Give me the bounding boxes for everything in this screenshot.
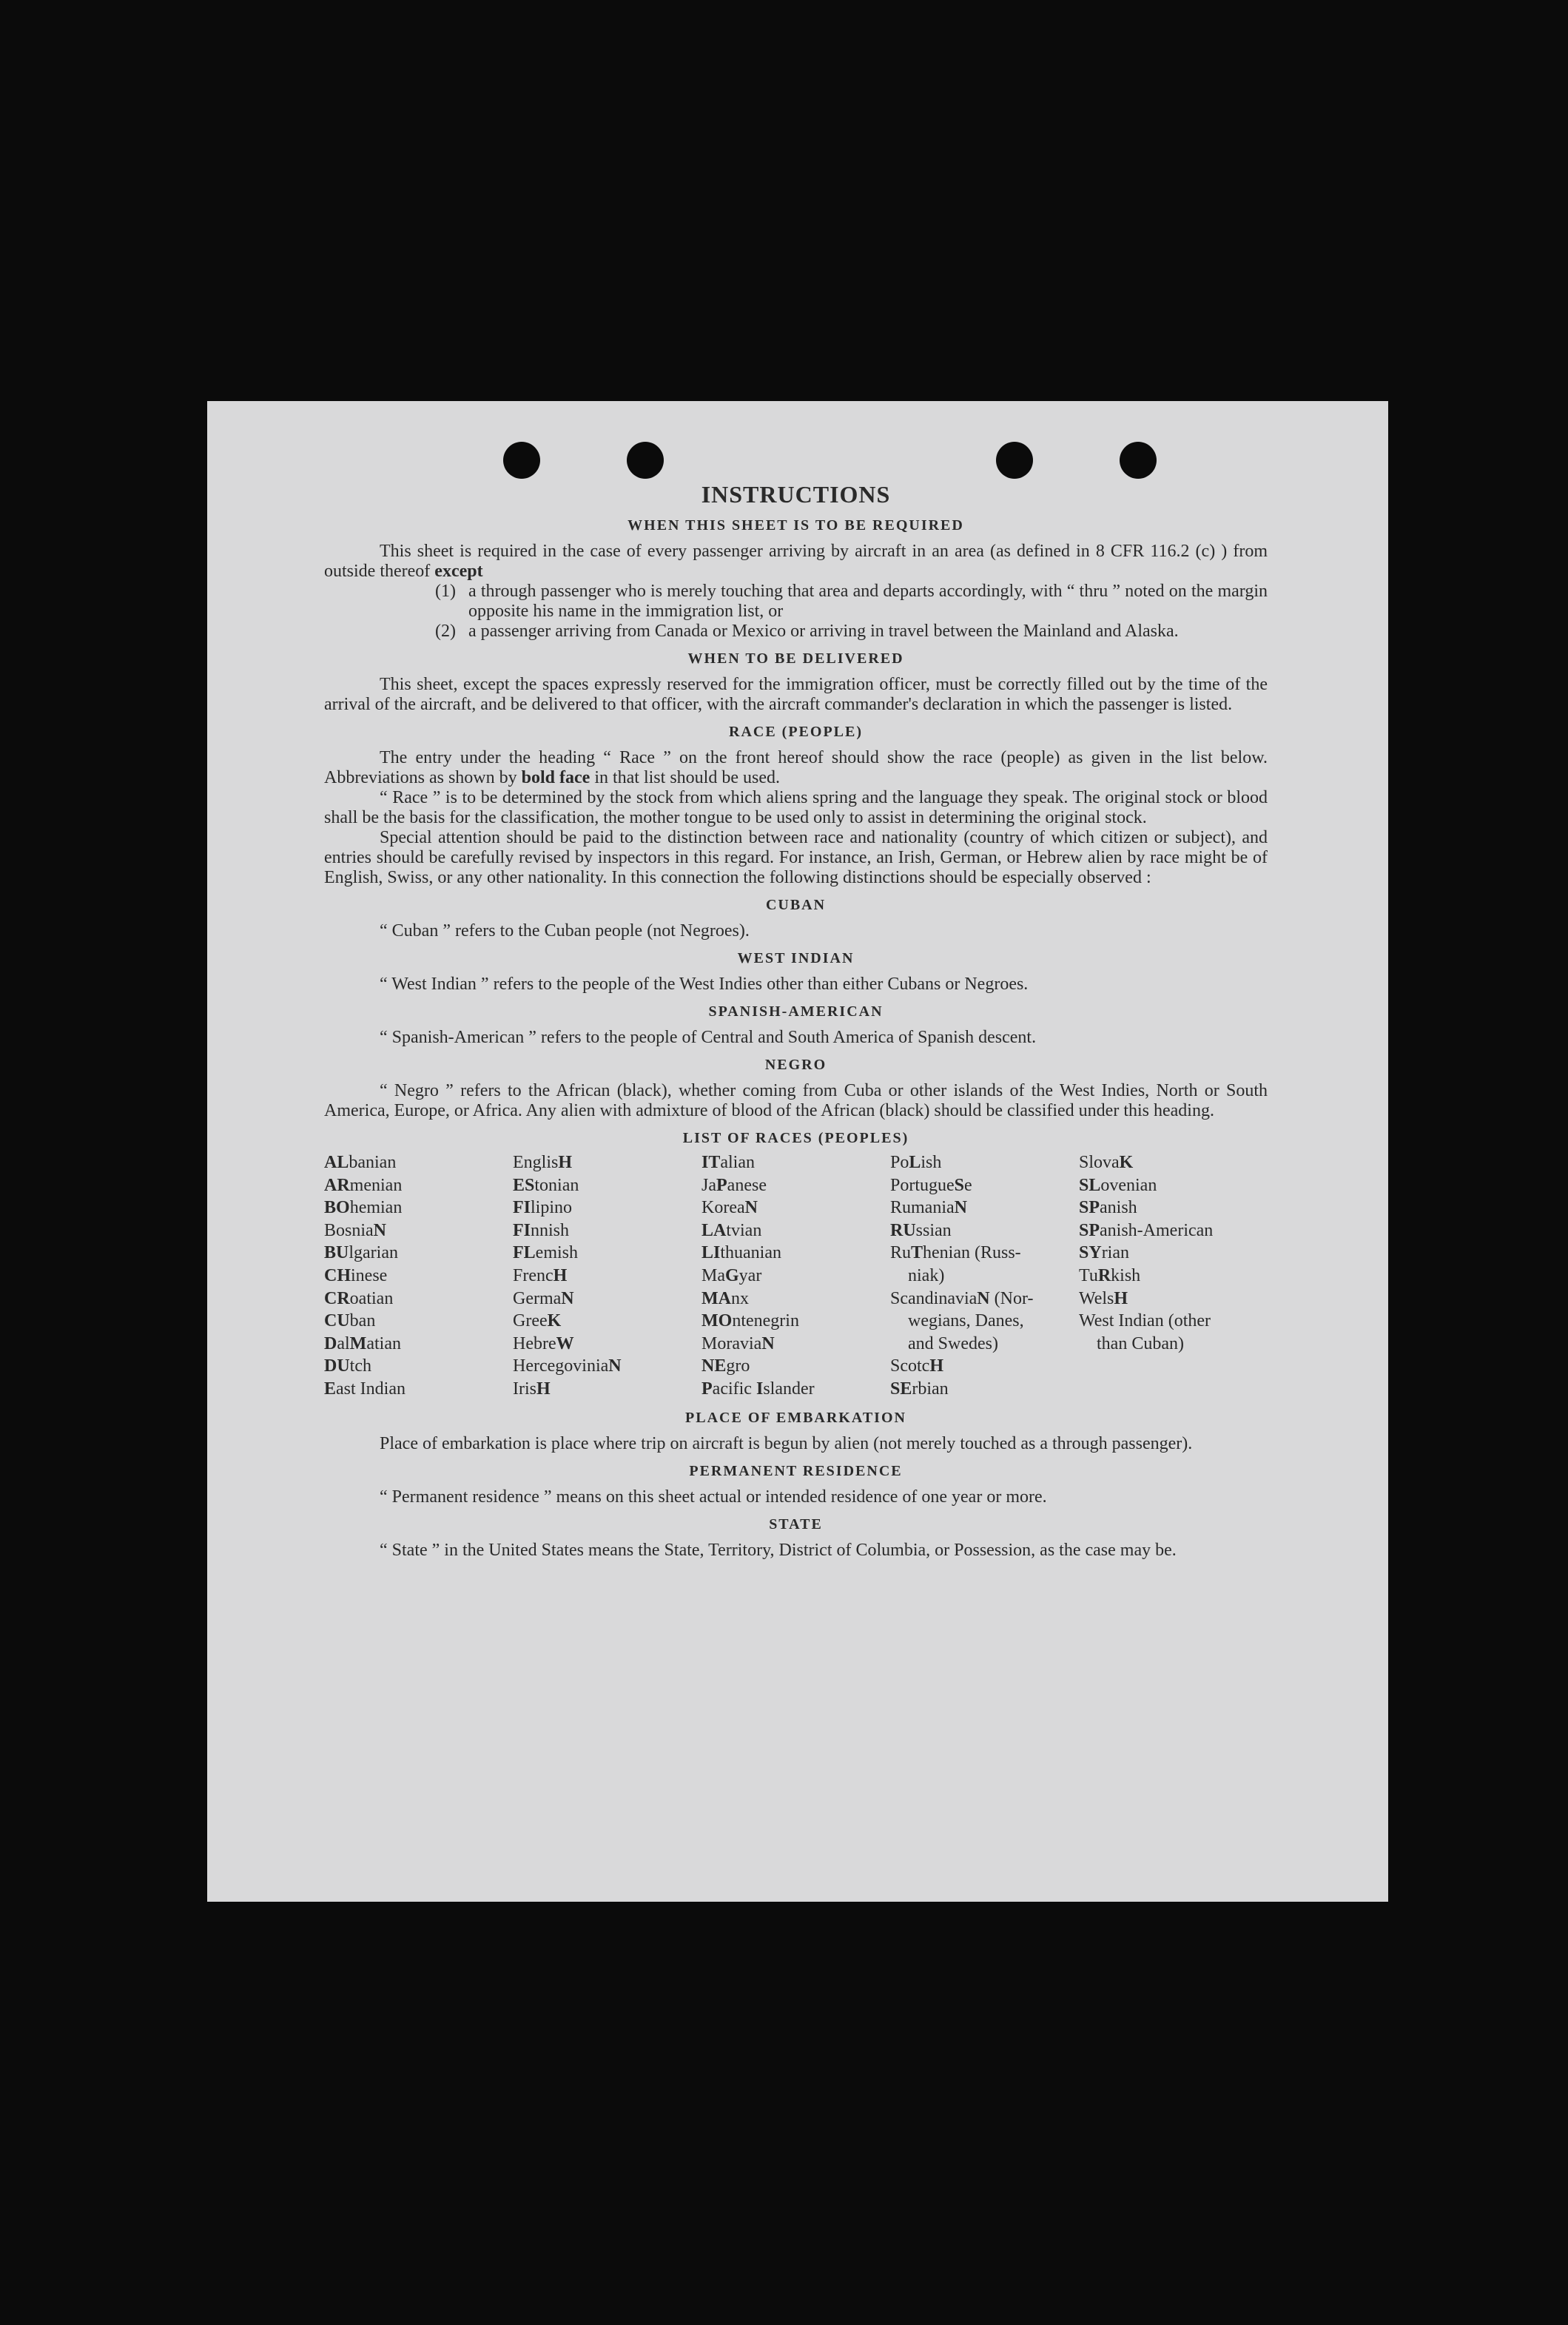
race-entry: GreeK — [513, 1311, 562, 1331]
race-entry: SLovenian — [1079, 1175, 1157, 1195]
race-entry: FrencH — [513, 1265, 568, 1285]
exception-item: (2) a passenger arriving from Canada or Mexico or arriving in travel between the Mainland and Alaska. — [435, 622, 1179, 641]
race-entry: SErbian — [890, 1379, 949, 1399]
race-entry: ScandinaviaN (Nor- — [890, 1288, 1034, 1308]
heading-race: RACE (PEOPLE) — [729, 724, 863, 740]
race-entry: MoraviaN — [701, 1333, 775, 1353]
race-entry: wegians, Danes, — [908, 1311, 1024, 1331]
race-entry: CRoatian — [324, 1288, 394, 1308]
race-paragraph: “ Race ” is to be determined by the stock from which aliens spring and the language they speak. The original stock or blood shall be the basis for the classification, the mother tongue to be used only to assist in determining the original stock. — [324, 788, 1268, 827]
race-entry: GermaN — [513, 1288, 574, 1308]
state-text: “ State ” in the United States means the State, Territory, District of Columbia, or Possession, as the case may be. — [380, 1540, 1177, 1560]
document-page — [207, 401, 1388, 1902]
race-entry: FInnish — [513, 1220, 570, 1240]
race-entry: West Indian (other — [1079, 1311, 1211, 1331]
race-entry: EnglisH — [513, 1153, 573, 1172]
race-entry: DUtch — [324, 1356, 371, 1376]
embarkation-text: Place of embarkation is place where trip on aircraft is begun by alien (not merely touched as a through passenger). — [380, 1433, 1193, 1453]
cuban-text: “ Cuban ” refers to the Cuban people (not Negroes). — [380, 921, 750, 941]
residence-text: “ Permanent residence ” means on this sheet actual or intended residence of one year or more. — [380, 1487, 1047, 1507]
race-entry: JaPanese — [701, 1175, 767, 1195]
race-paragraph: The entry under the heading “ Race ” on the front hereof should show the race (people) as given in the list below. Abbreviations as shown by bold face in that list should be used. — [324, 748, 1268, 787]
race-entry: BUlgarian — [324, 1243, 398, 1263]
exception-item: (1) a through passenger who is merely touching that area and departs accordingly, with “ thru ” noted on the margin opposite his name in the immigration list, or — [435, 582, 1268, 621]
west-indian-text: “ West Indian ” refers to the people of the West Indies other than either Cubans or Negroes. — [380, 975, 1029, 994]
race-entry: IrisH — [513, 1379, 551, 1399]
race-entry: SYrian — [1079, 1243, 1129, 1263]
race-entry: ITalian — [701, 1153, 755, 1172]
heading-west-indian: WEST INDIAN — [737, 950, 855, 966]
races-column — [701, 1151, 890, 1401]
heading-negro: NEGRO — [764, 1057, 827, 1073]
race-entry: CUban — [324, 1311, 376, 1331]
races-column — [1079, 1151, 1268, 1401]
negro-text: “ Negro ” refers to the African (black), whether coming from Cuba or other islands of the West Indies, North or South America, Europe, or Africa. Any alien with admixture of blood of the African (black) should be classified under this heading. — [324, 1081, 1268, 1120]
races-column — [513, 1151, 701, 1401]
heading-permanent-residence: PERMANENT RESIDENCE — [689, 1462, 903, 1479]
race-entry: NEgro — [701, 1356, 750, 1376]
race-entry: WelsH — [1079, 1288, 1128, 1308]
race-entry: PoLish — [890, 1153, 942, 1172]
punch-hole — [1120, 442, 1157, 479]
races-column — [890, 1151, 1079, 1401]
race-entry: ScotcH — [890, 1356, 943, 1376]
race-entry: HebreW — [513, 1333, 574, 1353]
race-entry: than Cuban) — [1097, 1333, 1184, 1353]
races-column — [324, 1151, 513, 1401]
race-entry: RUssian — [890, 1220, 952, 1240]
race-entry: TuRkish — [1079, 1265, 1141, 1285]
page-title: INSTRUCTIONS — [701, 481, 891, 508]
race-entry: FLemish — [513, 1243, 578, 1263]
heading-when-required: WHEN THIS SHEET IS TO BE REQUIRED — [627, 517, 964, 534]
race-entry: Pacific Islander — [701, 1379, 815, 1399]
race-entry: PortugueSe — [890, 1175, 972, 1195]
race-entry: RumaniaN — [890, 1198, 967, 1218]
race-entry: SPanish-American — [1079, 1220, 1214, 1240]
punch-hole — [996, 442, 1033, 479]
race-entry: RuThenian (Russ- — [890, 1243, 1021, 1263]
heading-list-of-races: LIST OF RACES (PEOPLES) — [682, 1130, 909, 1146]
punch-hole — [503, 442, 540, 479]
race-entry: KoreaN — [701, 1198, 758, 1218]
race-entry: SlovaK — [1079, 1153, 1134, 1172]
race-entry: BosniaN — [324, 1220, 387, 1240]
race-entry: niak) — [908, 1265, 945, 1285]
race-entry: MaGyar — [701, 1265, 762, 1285]
race-entry: LAtvian — [701, 1220, 762, 1240]
when-delivered-text: This sheet, except the spaces expressly reserved for the immigration officer, must be correctly filled out by the time of the arrival of the aircraft, and be delivered to that officer, with the aircraft commander's declaration in which the passenger is listed. — [324, 675, 1268, 714]
race-entry: BOhemian — [324, 1198, 403, 1218]
when-required-intro: This sheet is required in the case of every passenger arriving by aircraft in an area (as defined in 8 CFR 116.2 (c) ) from outside thereof except — [324, 542, 1268, 581]
spanish-american-text: “ Spanish-American ” refers to the people of Central and South America of Spanish descent. — [380, 1028, 1037, 1047]
race-entry: and Swedes) — [908, 1333, 998, 1353]
races-list — [324, 1151, 1268, 1401]
race-entry: MAnx — [701, 1288, 749, 1308]
punch-hole — [627, 442, 664, 479]
heading-spanish-american: SPANISH-AMERICAN — [708, 1003, 884, 1020]
race-paragraph: Special attention should be paid to the distinction between race and nationality (country of which citizen or subject), and entries should be carefully revised by inspectors in this regard. For instance, an Irish, German, or Hebrew alien by race might be of English, Swiss, or any other nationality. In this connection the following distinctions should be especially observed : — [324, 828, 1268, 887]
heading-when-delivered: WHEN TO BE DELIVERED — [687, 650, 904, 667]
heading-cuban: CUBAN — [765, 897, 827, 913]
race-entry: ARmenian — [324, 1175, 403, 1195]
race-entry: CHinese — [324, 1265, 388, 1285]
race-entry: DalMatian — [324, 1333, 401, 1353]
race-entry: SPanish — [1079, 1198, 1137, 1218]
instructions-body — [324, 481, 1268, 1561]
race-entry: HercegoviniaN — [513, 1356, 622, 1376]
race-entry: ALbanian — [324, 1153, 397, 1172]
race-entry: LIthuanian — [701, 1243, 781, 1263]
race-entry: East Indian — [324, 1379, 406, 1399]
heading-state: STATE — [769, 1515, 823, 1532]
race-entry: FIlipino — [513, 1198, 573, 1218]
race-entry: MOntenegrin — [701, 1311, 799, 1331]
race-entry: EStonian — [513, 1175, 579, 1195]
heading-embarkation: PLACE OF EMBARKATION — [685, 1409, 906, 1426]
